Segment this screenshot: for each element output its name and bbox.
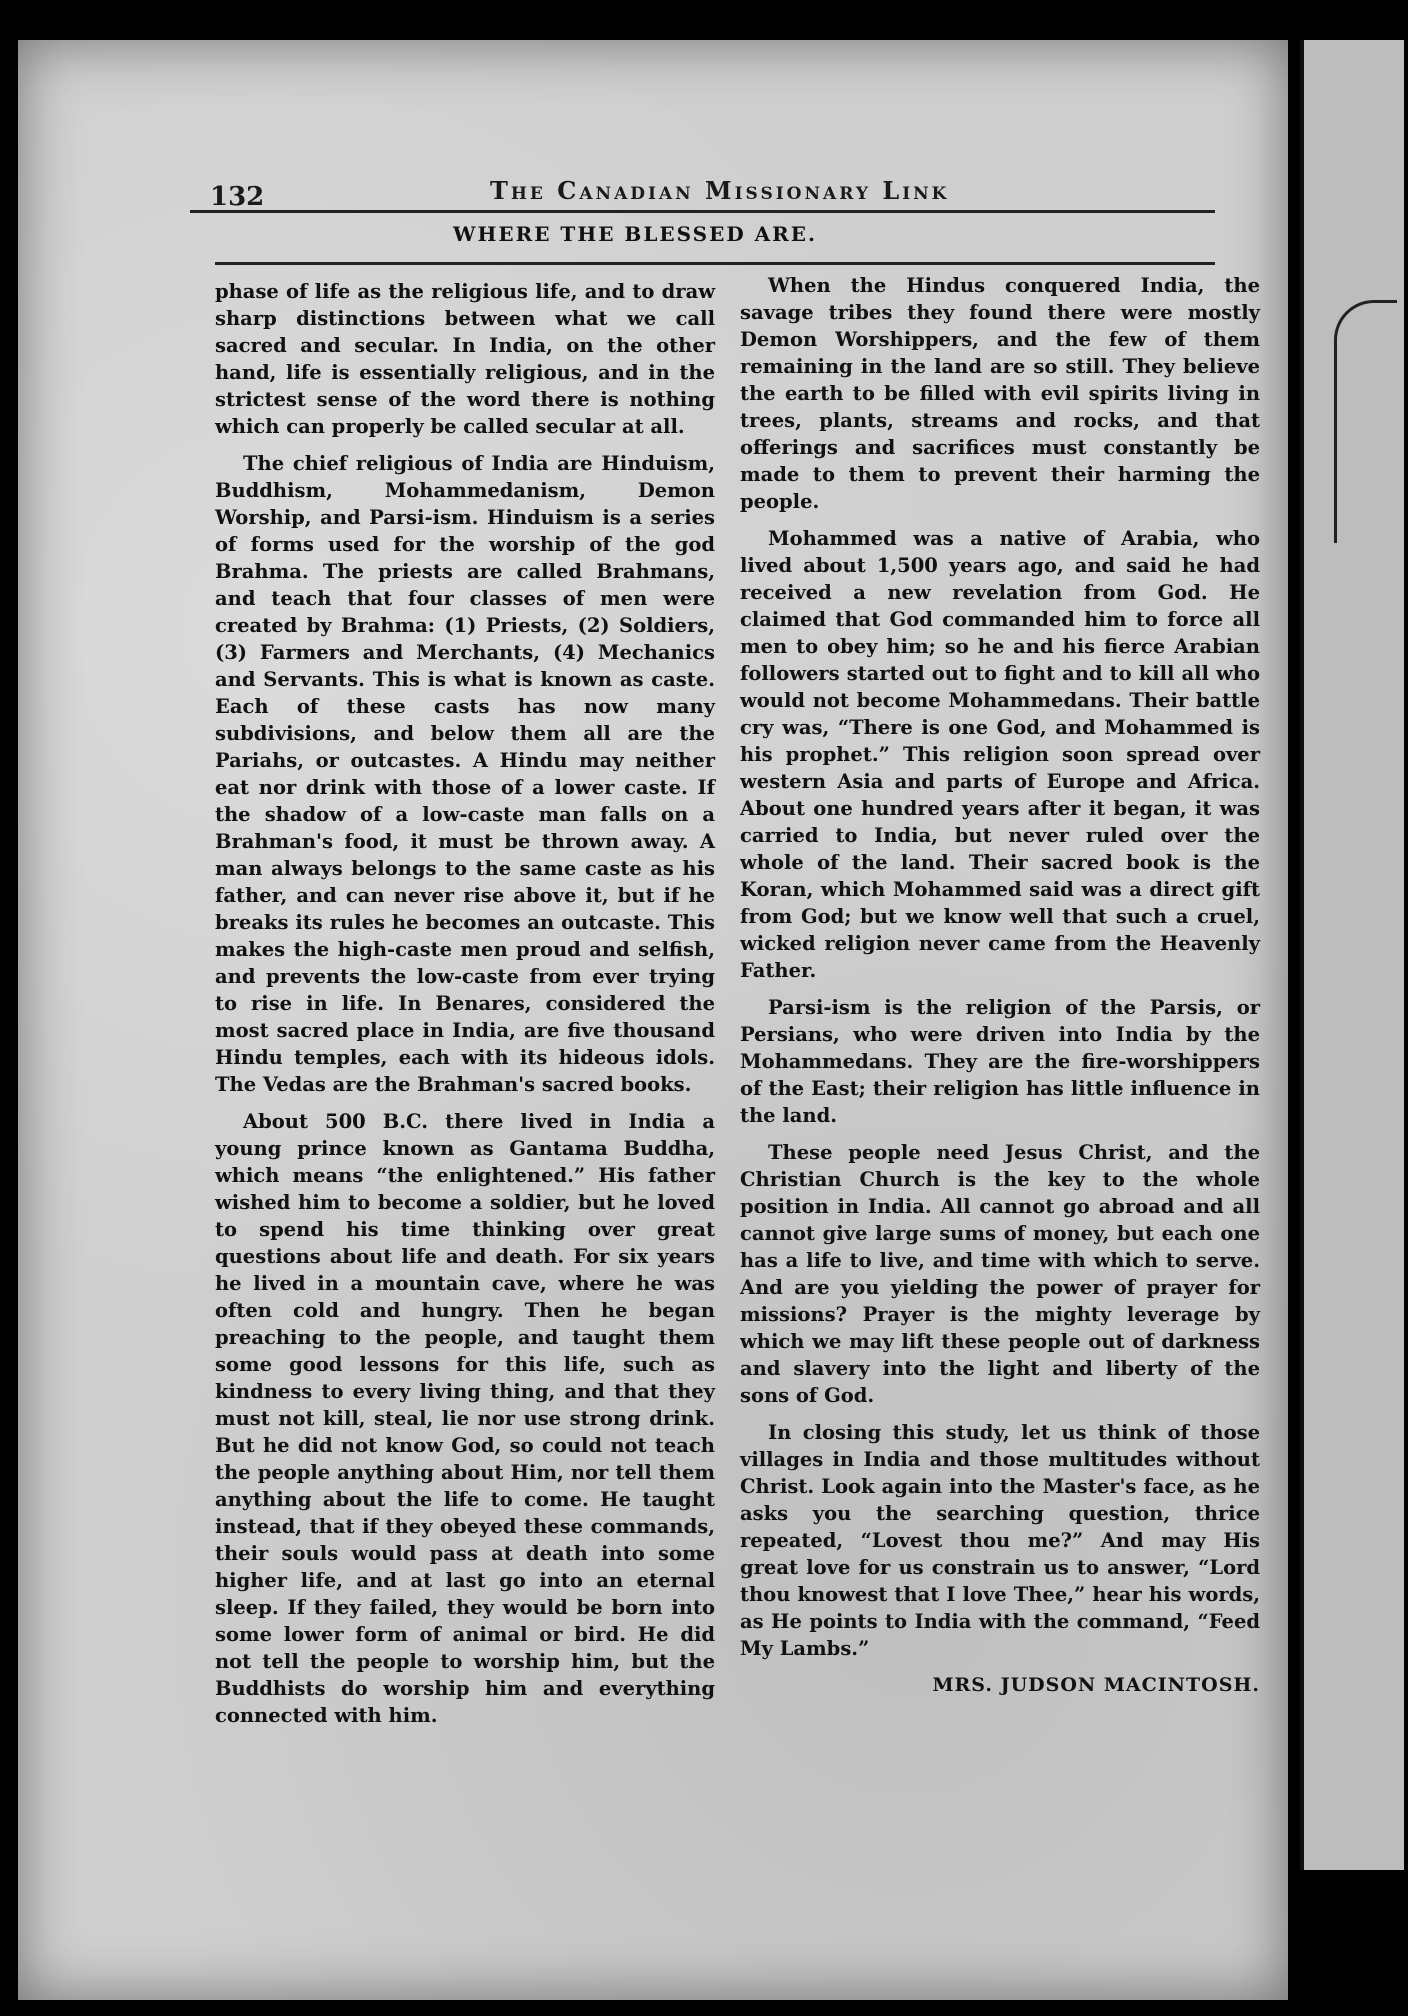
paragraph: Mohammed was a native of Arabia, who lived about 1,500 years ago, and said he had received a new revelation from God. He claimed that God commanded him to force all men to obey him; so he and his fierce Arabian followers started out to fight and to kill all who would not become Mohammedans. Their battle cry was, “There is one God, and Mohammed is his prophet.” This religion soon spread over western Asia and parts of Europe and Africa. About one hundred years after it began, it was carried to India, but never ruled over the whole of the land. Their sacred book is the Koran, which Mohammed said was a direct gift from God; but we know well that such a cruel, wicked religion never came from the Heavenly Father. [740, 527, 1260, 982]
section-title: WHERE THE BLESSED ARE. [453, 222, 817, 246]
author-signature: MRS. JUDSON MACINTOSH. [932, 1674, 1260, 1696]
section-header [215, 222, 1215, 265]
page-header [190, 170, 1215, 213]
map-fragment [1334, 300, 1397, 543]
paragraph: When the Hindus conquered India, the savage tribes they found there were mostly Demon Worshippers, and the few of them remaining in the land are so still. They believe the earth to be filled with evil spirits living in trees, plants, streams and rocks, and that offerings and sacrifices must constantly be made to them to prevent their harming the people. [740, 274, 1260, 513]
left-column [215, 278, 715, 1739]
paragraph: The chief religious of India are Hinduism, Buddhism, Mohammedanism, Demon Worship, and Parsi-ism. Hinduism is a series of forms used for the worship of the god Brahma. The priests are called Brahmans, and teach that four classes of men were created by Brahma: (1) Priests, (2) Soldiers, (3) Farmers and Merchants, (4) Mechanics and Servants. This is what is known as caste. Each of these casts has now many subdivisions, and below them all are the Pariahs, or outcastes. A Hindu may neither eat nor drink with those of a lower caste. If the shadow of a low-caste man falls on a Brahman's food, it must be thrown away. A man always belongs to the same caste as his father, and can never rise above it, but if he breaks its rules he becomes an outcaste. This makes the high-caste men proud and selfish, and prevents the low-caste from ever trying to rise in life. In Benares, considered the most sacred place in India, are five thousand Hindu temples, each with its hideous idols. The Vedas are the Brahman's sacred books. [215, 452, 715, 1096]
right-column [740, 272, 1260, 1709]
paragraph: Parsi-ism is the religion of the Parsis, or Persians, who were driven into India by the Mohammedans. They are the fire-worshippers of the East; their religion has little influence in the land. [740, 996, 1260, 1127]
paragraph: In closing this study, let us think of those villages in India and those multitudes without Christ. Look again into the Master's face, as he asks you the searching question, thrice repeated, “Lovest thou me?” And may His great love for us constrain us to answer, “Lord thou knowest that I love Thee,” hear his words, as He points to India with the command, “Feed My Lambs.” [740, 1421, 1260, 1660]
paragraph: These people need Jesus Christ, and the Christian Church is the key to the whole position in India. All cannot go abroad and all cannot give large sums of money, but each one has a life to live, and time with which to serve. And are you yielding the power of prayer for missions? Prayer is the mighty leverage by which we may lift these people out of darkness and slavery into the light and liberty of the sons of God. [740, 1141, 1260, 1407]
paragraph: About 500 B.C. there lived in India a young prince known as Gantama Buddha, which means “the enlightened.” His father wished him to become a soldier, but he loved to spend his time thinking over great questions about life and death. For six years he lived in a mountain cave, where he was often cold and hungry. Then he began preaching to the people, and taught them some good lessons for this life, such as kindness to every living thing, and that they must not kill, steal, lie nor use strong drink. But he did not know God, so could not teach the people anything about Him, nor tell them anything about the life to come. He taught instead, that if they obeyed these commands, their souls would pass at death into some higher life, and at last go into an eternal sleep. If they failed, they would be born into some lower form of animal or bird. He did not tell the people to worship him, but the Buddhists do worship him and everything connected with him. [215, 1110, 715, 1727]
paragraph: phase of life as the religious life, and to draw sharp distinctions between what we call sacred and secular. In India, on the other hand, life is essentially religious, and in the strictest sense of the word there is nothing which can properly be called secular at all. [215, 280, 715, 438]
page-number: 132 [210, 182, 265, 212]
journal-title: The Canadian Missionary Link [490, 176, 950, 205]
adjacent-page-edge [1300, 40, 1404, 1870]
